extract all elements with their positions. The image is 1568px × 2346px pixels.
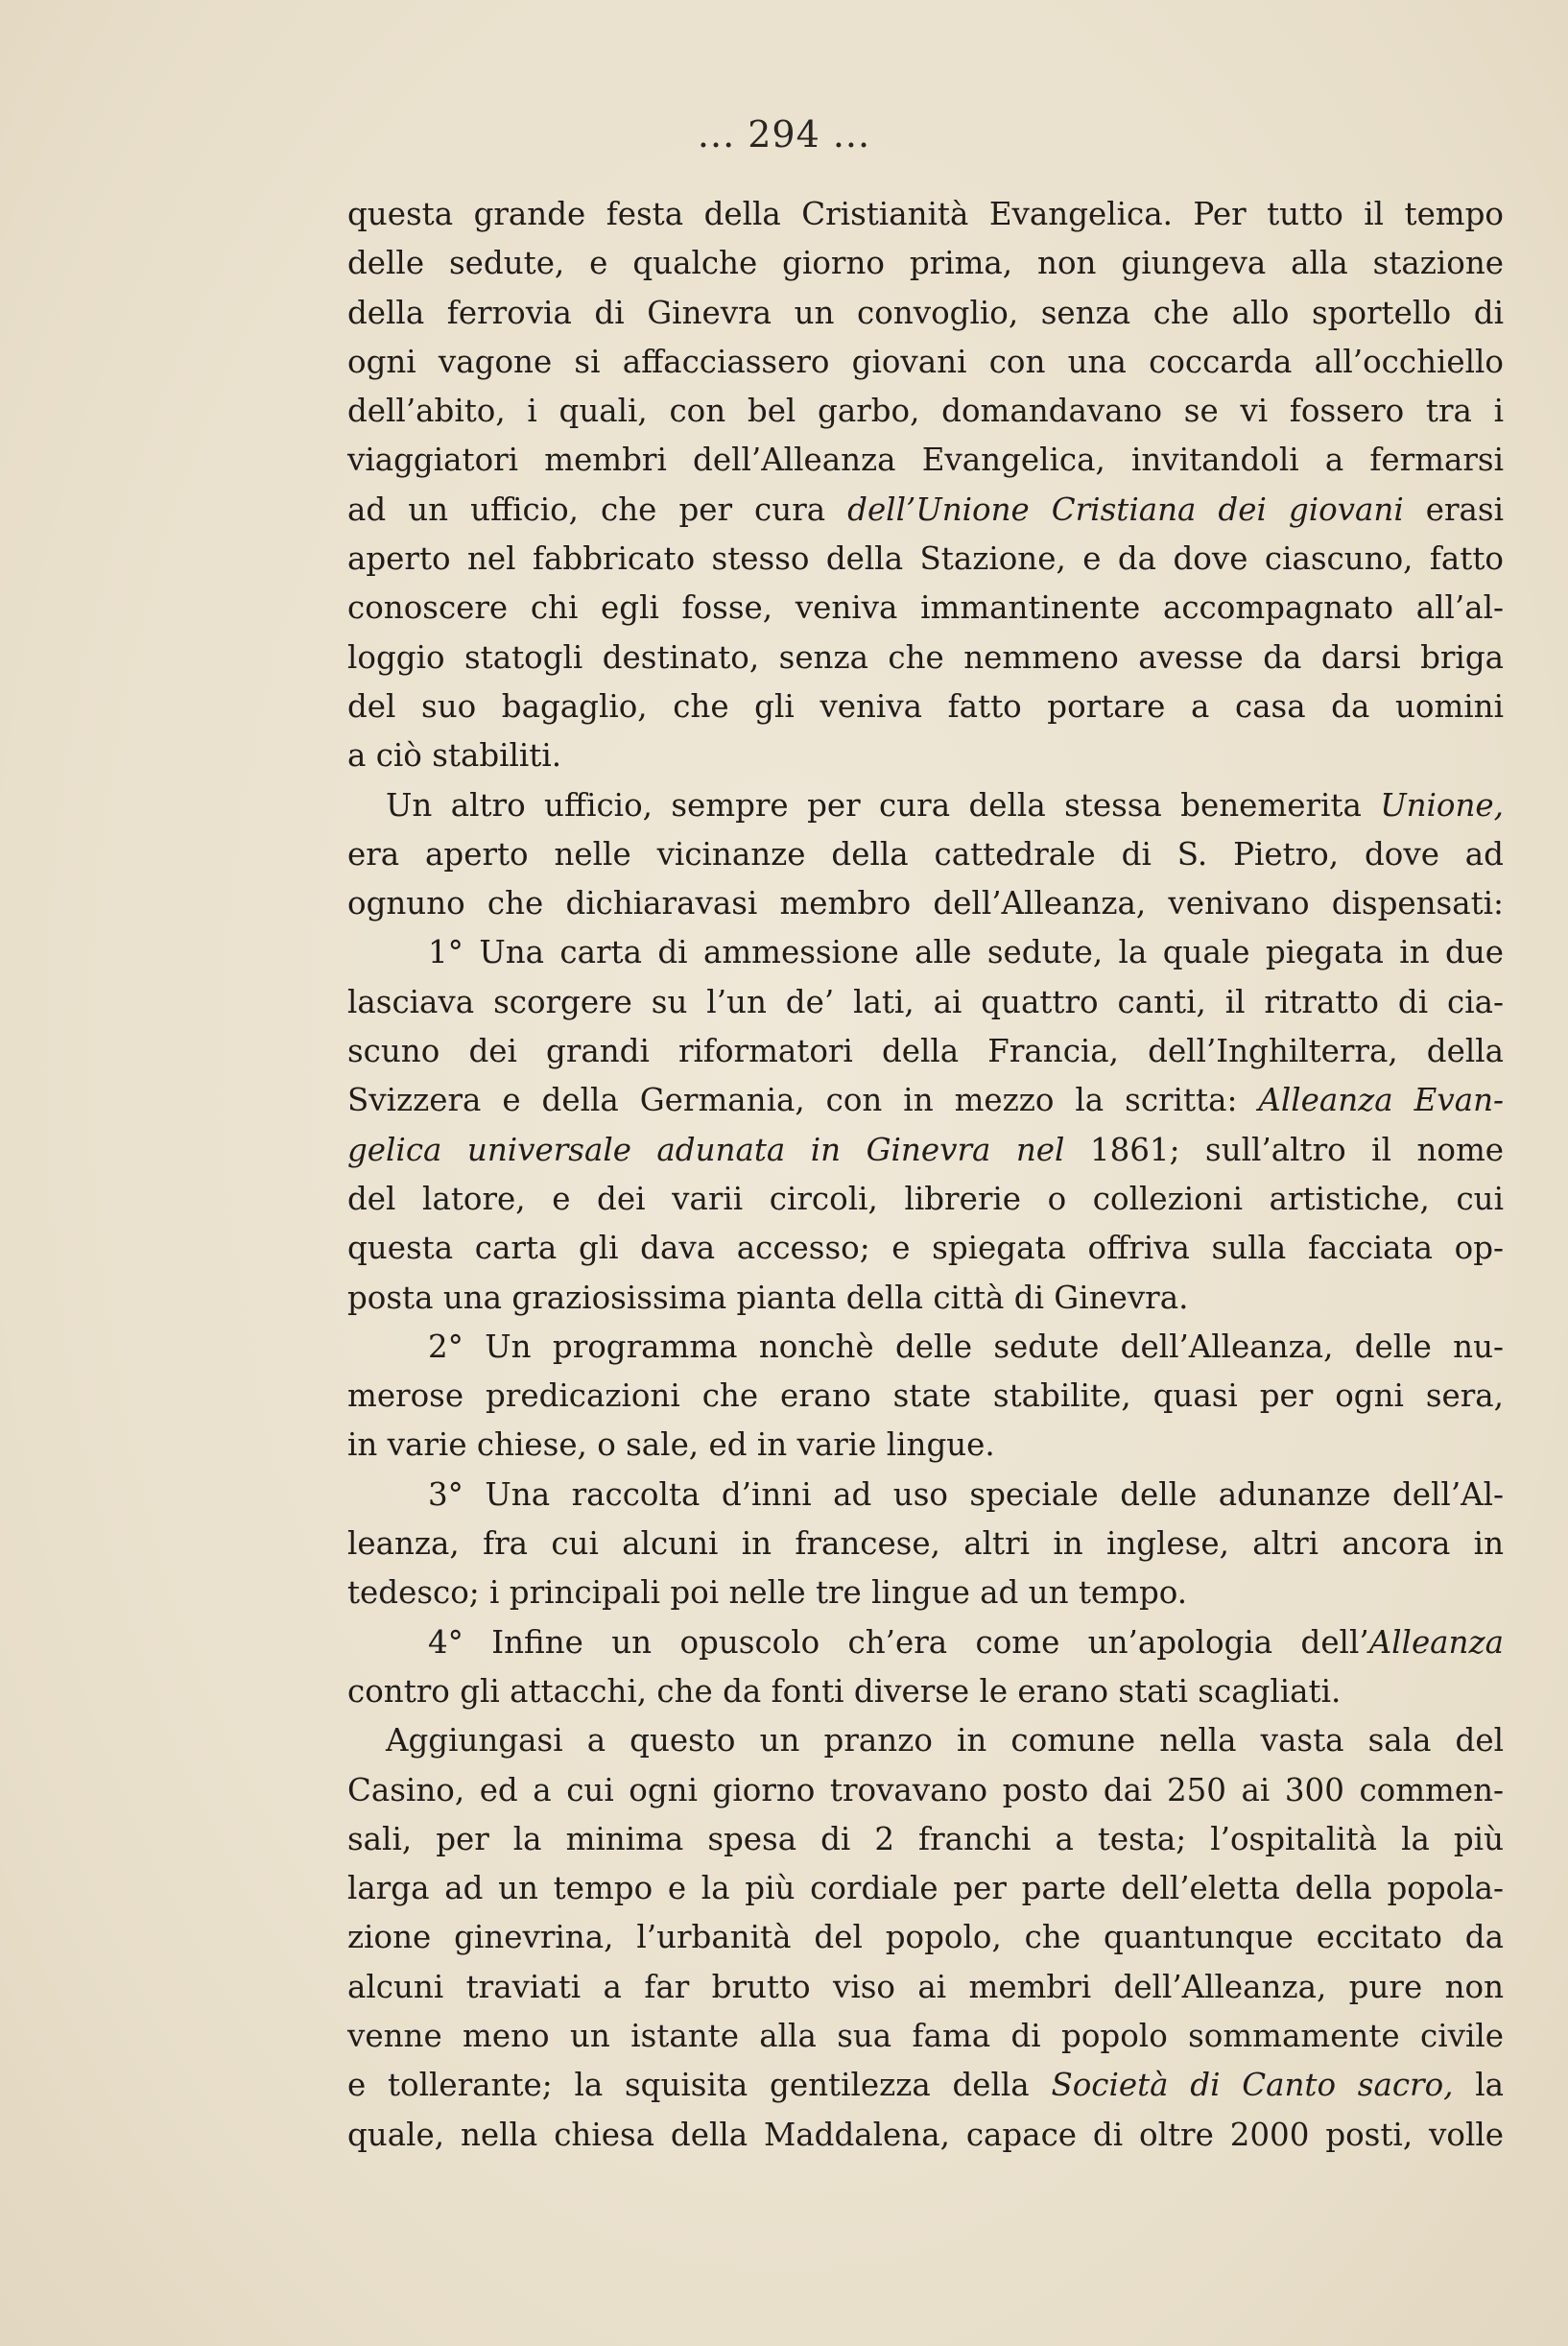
text-segment: lasciava scorgere su l’un de’ lati, ai quattro canti, il ritratto di cia- <box>347 983 1504 1020</box>
text-line <box>347 1323 1504 1372</box>
text-segment: merose predicazioni che erano state stabilite, quasi per ogni sera, <box>347 1377 1504 1415</box>
text-segment: 1861; sull’altro il nome <box>1064 1131 1505 1168</box>
text-line <box>347 190 1504 239</box>
italic-text: Unione, <box>1380 786 1504 824</box>
text-line <box>347 289 1504 338</box>
text-line <box>347 978 1504 1027</box>
text-segment: delle sedute, e qualche giorno prima, non giungeva alla stazione <box>347 245 1504 282</box>
text-segment: contro gli attacchi, che da fonti diverse le erano stati scagliati. <box>347 1672 1342 1710</box>
text-line <box>347 1568 1504 1617</box>
text-line <box>347 1076 1504 1125</box>
text-line <box>347 535 1504 584</box>
text-segment: Casino, ed a cui ogni giorno trovavano posto dai 250 ai 300 commen- <box>347 1771 1504 1808</box>
text-segment: 4° Infine un opuscolo ch’era come un’apologia dell’ <box>428 1623 1369 1661</box>
text-segment: tedesco; i principali poi nelle tre lingue ad un tempo. <box>347 1574 1188 1612</box>
text-line <box>347 1864 1504 1913</box>
text-line <box>347 486 1504 535</box>
text-line <box>347 239 1504 288</box>
text-segment: leanza, fra cui alcuni in francese, altri in inglese, altri ancora in <box>347 1525 1504 1563</box>
italic-text: Alleanza Evan- <box>1258 1082 1504 1119</box>
text-segment: aperto nel fabbricato stesso della Stazione, e da dove ciascuno, fatto <box>347 540 1504 578</box>
text-line <box>347 1766 1504 1815</box>
italic-text: Alleanza <box>1368 1623 1504 1661</box>
text-segment: 1° Una carta di ammessione alle sedute, la quale piegata in due <box>428 934 1504 971</box>
text-line <box>347 731 1504 780</box>
text-segment: zione ginevrina, l’urbanità del popolo, che quantunque eccitato da <box>347 1919 1504 1956</box>
italic-text: gelica universale adunata in Ginevra nel <box>347 1131 1065 1168</box>
text-line <box>347 1224 1504 1273</box>
text-line <box>347 2061 1504 2110</box>
text-segment: a ciò stabiliti. <box>347 737 562 775</box>
text-segment: venne meno un istante alla sua fama di popolo sommamente civile <box>347 2017 1504 2054</box>
text-segment: scuno dei grandi riformatori della Francia, dell’Inghilterra, della <box>347 1033 1504 1070</box>
text-line <box>347 1520 1504 1568</box>
italic-text: dell’Unione Cristiana dei giovani <box>847 491 1404 528</box>
text-segment: quale, nella chiesa della Maddalena, capace di oltre 2000 posti, volle <box>347 2116 1504 2153</box>
text-segment: la <box>1453 2067 1505 2104</box>
italic-text: Società di Canto sacro, <box>1051 2067 1454 2104</box>
text-line <box>347 1913 1504 1962</box>
text-line <box>347 1471 1504 1520</box>
text-segment: era aperto nelle vicinanze della cattedrale di S. Pietro, dove ad <box>347 835 1504 873</box>
text-segment: 3° Una raccolta d’inni ad uso speciale delle adunanze dell’Al- <box>428 1475 1504 1513</box>
text-segment: alcuni traviati a far brutto viso ai membri dell’Alleanza, pure non <box>347 1968 1504 2005</box>
page-number: ... 294 ... <box>697 113 871 156</box>
text-line <box>347 1421 1504 1470</box>
text-segment: erasi <box>1403 491 1504 528</box>
text-line <box>347 1963 1504 2012</box>
text-line <box>347 2012 1504 2061</box>
text-segment: 2° Un programma nonchè delle sedute dell’Alleanza, delle nu- <box>428 1328 1504 1365</box>
text-line <box>347 682 1504 731</box>
text-line <box>347 830 1504 879</box>
text-line <box>347 584 1504 633</box>
text-segment: Aggiungasi a questo un pranzo in comune nella vasta sala del <box>386 1722 1504 1760</box>
text-line <box>347 387 1504 436</box>
text-segment: ad un ufficio, che per cura <box>347 491 848 528</box>
body-text <box>347 190 1504 2160</box>
text-segment: Un altro ufficio, sempre per cura della stessa benemerita <box>386 786 1381 824</box>
text-segment: posta una graziosissima pianta della città di Ginevra. <box>347 1279 1189 1316</box>
text-segment: del suo bagaglio, che gli veniva fatto portare a casa da uomini <box>347 687 1504 725</box>
text-line <box>347 781 1504 830</box>
text-segment: viaggiatori membri dell’Alleanza Evangelica, invitandoli a fermarsi <box>347 442 1504 479</box>
text-line <box>347 338 1504 387</box>
text-segment: loggio statogli destinato, senza che nemmeno avesse da darsi briga <box>347 638 1504 676</box>
text-line <box>347 1667 1504 1716</box>
text-segment: questa grande festa della Cristianità Evangelica. Per tutto il tempo <box>347 196 1504 232</box>
text-line <box>347 634 1504 682</box>
text-segment: questa carta gli dava accesso; e spiegata offriva sulla facciata op- <box>347 1230 1504 1267</box>
text-line <box>347 1175 1504 1224</box>
text-segment: e tollerante; la squisita gentilezza della <box>347 2067 1052 2104</box>
text-segment: in varie chiese, o sale, ed in varie lingue. <box>347 1426 995 1464</box>
text-line <box>347 928 1504 977</box>
text-line <box>347 1027 1504 1076</box>
text-line <box>347 879 1504 928</box>
text-segment: sali, per la minima spesa di 2 franchi a testa; l’ospitalità la più <box>347 1820 1504 1857</box>
text-segment: ognuno che dichiaravasi membro dell’Alleanza, venivano dispensati: <box>347 885 1504 922</box>
text-segment: conoscere chi egli fosse, veniva immantinente accompagnato all’al- <box>347 589 1504 627</box>
text-line <box>347 1716 1504 1765</box>
text-line <box>347 1274 1504 1323</box>
text-line <box>347 436 1504 485</box>
text-segment: ogni vagone si affacciassero giovani con una coccarda all’occhiello <box>347 343 1504 380</box>
text-line <box>347 1126 1504 1175</box>
text-line <box>347 1618 1504 1667</box>
text-segment: larga ad un tempo e la più cordiale per parte dell’eletta della popola- <box>347 1870 1504 1907</box>
text-line <box>347 1372 1504 1421</box>
text-segment: del latore, e dei varii circoli, librerie o collezioni artistiche, cui <box>347 1180 1504 1217</box>
text-line <box>347 1815 1504 1864</box>
text-segment: della ferrovia di Ginevra un convoglio, senza che allo sportello di <box>347 294 1504 331</box>
text-line <box>347 2111 1504 2160</box>
text-segment: Svizzera e della Germania, con in mezzo la scritta: <box>347 1082 1259 1119</box>
text-segment: dell’abito, i quali, con bel garbo, domandavano se vi fossero tra i <box>347 393 1504 430</box>
